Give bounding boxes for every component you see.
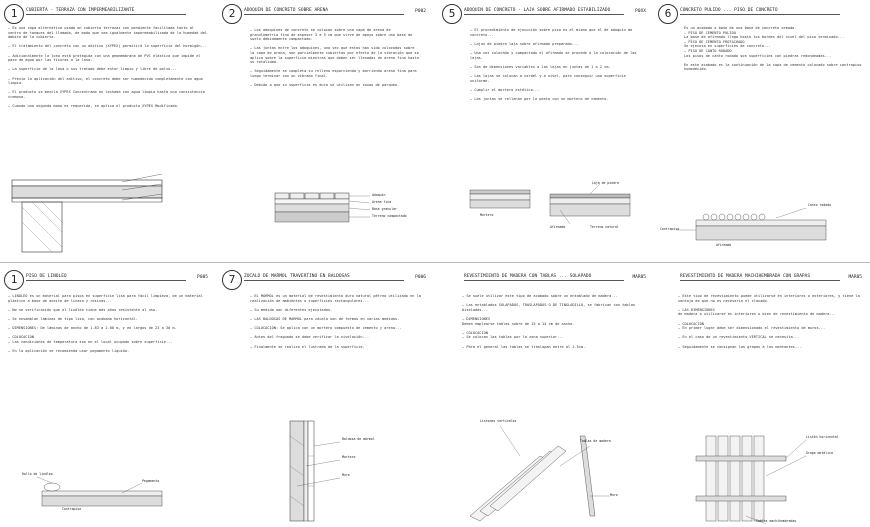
label-rollo: Rollo de linóleo [22,472,53,476]
panel-madera-machihembrada [656,268,868,526]
panel-zocalo-marmol [220,268,432,526]
label-contrapiso: Contrapiso [660,227,680,231]
linoleo-drawing [2,473,214,523]
panel-code: P0XX [635,9,646,14]
label-base: Base granular [372,207,397,211]
panel-title: CUBIERTA - TERRAZA CON IMPERMEABILIZANTE [26,8,186,15]
label-terreno-natural: Terreno natural [590,225,619,229]
marble-section-drawing [220,416,432,526]
label-mortero: Mortero [480,213,494,217]
label-adoquin: Adoquín [372,193,386,197]
panel-number: 5 [442,4,462,24]
lap-siding-drawing [440,416,652,526]
canto-rodado-drawing [656,200,868,260]
panel-number: 1 [4,4,24,24]
panel-text: — El procedimiento de ejecución sobre piso es el mismo que el de adoquín de concreto... — Lajas de piedra laja sobre afirmado preparado... — Una vez colocado y compactado el afirmado se procede a la colocación de las lajas. — Son de dimensiones variables a las lajas en juntas de 1 a 2 cm. — Las lajas se colocan a cordel y a nivel, para conseguir una superficie uniforme. — Cumplir el mortero estético... — Las juntas se rellenan por la pasta con un mortero de cemento. [470,28,637,101]
panel-number: 1 [4,270,24,290]
panel-adoquin-laja [440,2,652,260]
panel-text: — Se suele utilizar este tipo de acabado sobre un entablado de madera... — Las entablados SOLAPADOS, TRASLAPADOS O DE TINGLADILLO, se fabrican con tablas biseladas... — DIMENSIONES Deben emplearse tablas sobre de 15 a 14 cm de ancho. — COLOCACIÓN — Se colocan las tablas por la zona superior... — Para el general las tablas se traslapan entre al 2.5cm. [462,294,636,349]
label-grapa: Grapa metálica [806,451,833,455]
panel-title: ADOQUIN DE CONCRETO SOBRE ARENA [244,8,404,15]
panel-code: P005 [197,275,208,280]
panel-cubierta-terraza [2,2,214,260]
label-liston-horizontal: Listón horizontal [806,435,839,439]
panel-title: PISO DE LINOLEO [26,274,186,281]
label-terreno: Terreno compactado [372,214,407,218]
label-tablas-machihembradas: Tablas machihembradas [756,519,797,523]
panel-code: MAR05 [632,275,646,280]
panel-title: REVESTIMIENTO DE MADERA MACHIHEMBRADA CON GRAPAS [680,274,840,281]
panel-title: ZOCALO DE MARMOL TRAVERTINO EN BALDOSAS [244,274,404,281]
panel-text: Es un acabado a base de una base de concreto armado. — PISO DE CEMENTO PULIDO La base de afirmado llega hasta los bordes del nivel del piso terminado... — PISO DE CEMENTO FROTACHADO Se ejecuta en superficies de concreto... — PISO DE CANTO RODADO Los pisos de canto rodado son superficies con piedras redondeadas... En este acabado es la continuación de la capa de cemento colocado sobre contrapiso humedecido. [684,26,862,72]
panel-text: — LINOLEO es un material para pisos en superficie lisa para fácil limpieza, de un material plástico a base de aceite de linaza y resinas... — No se verificación que el linóleo tiene más años resistente al uso. — Se ensamblan láminas de tipo lisa, con acabado horizontal. — DIMENSIONES: De láminas de ancho de 1.83 a 2.00 m, y en largos de 23 a 30 m. — COLOCACIÓN — Las condiciones de temperatura son en el local ocupado sobre superficie... — En la aplicación se recomienda usar pegamento líquido. [8,294,203,354]
panel-code: P002 [415,9,426,14]
tongue-groove-drawing [656,416,868,526]
label-arena: Arena fina [372,200,392,204]
panel-adoquin-arena [220,2,432,260]
label-baldosa: Baldosa de mármol [342,437,375,441]
panel-linoleo [2,268,214,526]
label-muro: Muro [610,493,618,497]
panel-number: 6 [658,4,678,24]
panel-title: CONCRETO PULIDO ... PISO DE CONCRETO [680,8,840,15]
label-tablas: Tablas de madera [580,439,611,443]
panel-madera-solapado [440,268,652,526]
horizontal-divider [0,262,870,263]
panel-title: ADOQUIN DE CONCRETO - LAJA SOBRE AFIRMADO ESTABILIZADO [464,8,624,15]
label-pegamento: Pegamento [142,479,160,483]
panel-text: — Es una capa alternativa usada en cubierta terrazas con pendiente facilitada tanto al centro de tanques del llamado, de modo que sea igualmente impermeabilizada de la humedad del ámbito de la cubierta. — El tratamiento del concreto con un aditivo (XYPEX) permitirá la superficie del hormigón... — Adicionalmente la losa está protegida con una geomembrana de PVC elástica que impide el paso de agua por las fisuras a la losa. — La superficie de la losa o sus tratado debe estar limpio y libre de polvo... — Previo la aplicación del aditivo, el concreto debe ser humedecido completamente con agua limpia. — El producto se mezcla XYPEX Concentrado en lechada con agua limpia hasta una consistencia cremosa. — Cuando una segunda mano es requerida, se aplica el producto XYPEX Modificado. [8,26,208,109]
label-afirmado: Afirmado [716,243,732,247]
label-mortero: Mortero [342,455,356,459]
panel-piso-concreto [656,2,868,260]
roof-section-drawing [2,172,214,262]
panel-number: 7 [222,270,242,290]
panel-text: — Este tipo de revestimiento puede utilizarse en interiores o exteriores, y tiene la ventaja de que no es necesario el clavado. — LAS DIMENSIONES de madera o utilizarse en interiores o bien de revestimiento de madera... — COLOCACIÓN — En primer lugar debe ser dimensionado el revestimiento de muros... — En el caso de un revestimiento VERTICAL se necesita... — Seguidamente se consignan las grapas a los montantes... [678,294,860,349]
label-contrapiso: Contrapiso [62,507,82,511]
label-canto-rodado: Canto rodado [808,203,832,207]
laja-section-drawing [440,180,652,250]
panel-text: — EL MARMOL es un material de revestimiento duro natural pétreo utilizado en la realización de ambientes o superficies rectangulares... — Su medida son diferentes ejecutadas. — LAS BALDOSAS DE MARMOL para zócalo son de formas en varias medidas. — COLOCACIÓN: Se aplica con un mortero compuesto de cemento y arena... — Antes del fraguado se debe verificar la nivelación... — Finalmente se realiza el lustrado de la superficie. [250,294,421,349]
label-muro: Muro [342,473,350,477]
panel-text: — Los adoquines de concreto se colocan sobre una capa de arena de granulometría fina de espesor 3 a 5 cm que sirve de apoyo sobre una base de suelo debidamente compactado. — Las juntas entre los adoquines, una vez que estos han sido colocados sobre la capa de arena, son parcialmente cubiertas por efecto de la vibración que se aplica sobre la superficie mientras que deben ser llenadas de arena fina hasta su totalidad. — Seguidamente se completa su relleno esparciendo y barriendo arena fina para luego terminar con un vibrado final. — Debido a que su superficie es dura se utilizan en zonas de parqueo. [250,28,419,88]
label-laja: Laja de piedra [592,181,619,185]
panel-title: REVESTIMIENTO DE MADERA CON TABLAS ... SOLAPADO [464,274,624,281]
label-afirmado: Afirmado [550,225,566,229]
panel-code: MAR05 [848,275,862,280]
label-listones: Listones verticales [480,419,517,423]
panel-code: P006 [415,275,426,280]
panel-number: 2 [222,4,242,24]
